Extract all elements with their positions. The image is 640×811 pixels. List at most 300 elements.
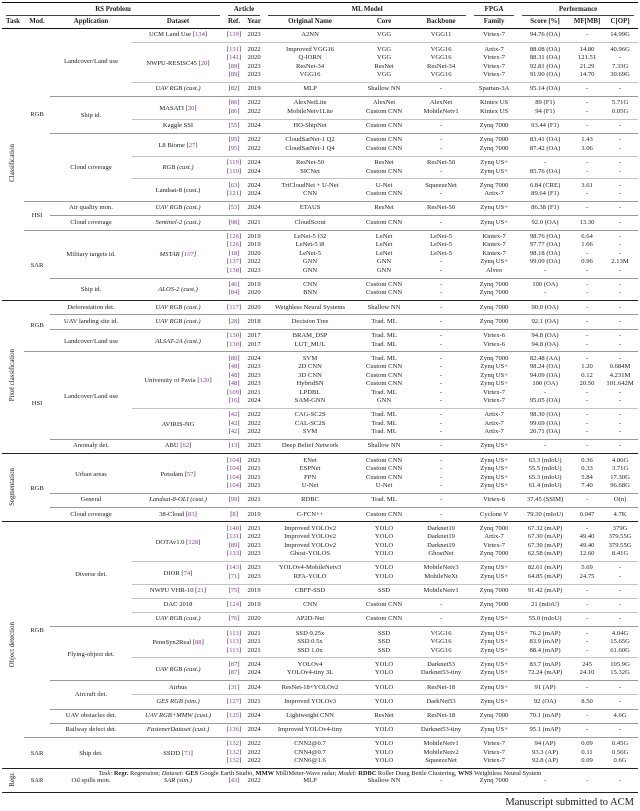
backbone-cell: VGG16 bbox=[430, 54, 452, 62]
mf-cell: - bbox=[585, 107, 589, 115]
ref-link[interactable]: 119 bbox=[229, 159, 239, 167]
dataset-name: SAR (sim.) bbox=[163, 776, 193, 784]
ref-link[interactable]: 42 bbox=[230, 428, 238, 436]
mf-cell: 5.84 bbox=[581, 473, 593, 481]
mf-cell: 0.11 bbox=[581, 748, 593, 756]
c-op-cell: - bbox=[618, 54, 622, 62]
ref-cell: [84] bbox=[228, 289, 240, 297]
ref-cell: [132] bbox=[226, 757, 242, 765]
ref-link[interactable]: 84 bbox=[230, 289, 238, 297]
backbone-cell: - bbox=[439, 473, 443, 481]
ref-link[interactable]: 132 bbox=[229, 748, 239, 756]
task-label: Segmentation bbox=[8, 468, 16, 507]
ref-link[interactable]: 130 bbox=[229, 340, 239, 348]
mf-cell: 1.43 bbox=[572, 133, 602, 144]
ref-link[interactable]: 119 bbox=[229, 167, 239, 175]
ref-link[interactable]: 113 bbox=[229, 629, 239, 637]
core-cell: Trad. ML bbox=[356, 329, 412, 340]
year-cell: 2022 bbox=[247, 144, 261, 152]
year-cell: 2019 bbox=[244, 278, 264, 289]
family-cell: Zynq US+ bbox=[480, 167, 508, 175]
application-cell: Flying-object det. bbox=[50, 627, 132, 681]
column-header-core: Core bbox=[356, 16, 412, 29]
header-group-row bbox=[2, 3, 638, 17]
ref-link[interactable]: 89 bbox=[230, 541, 238, 549]
backbone-cell: ResNet-18 bbox=[412, 681, 470, 695]
table-row bbox=[2, 315, 638, 329]
dataset-name: UAV RGB (cust.) bbox=[155, 303, 201, 311]
c-op-cell: 4.231M bbox=[609, 371, 631, 379]
family-cell: Zynq US+ bbox=[470, 658, 518, 669]
ref-link[interactable]: 48 bbox=[230, 380, 238, 388]
ref-link[interactable]: 31 bbox=[230, 683, 238, 691]
year-cell: 2022 bbox=[244, 408, 264, 419]
core-cell: LeNet bbox=[356, 230, 412, 241]
year-cell: 2022 bbox=[244, 97, 264, 108]
ref-cell: [16] bbox=[228, 397, 240, 405]
c-op-cell: - bbox=[602, 301, 638, 315]
ref-link[interactable]: 136 bbox=[229, 726, 239, 734]
ref-link[interactable]: 48 bbox=[230, 363, 238, 371]
family-cell: Zynq US+ bbox=[480, 258, 508, 266]
core-cell: YOLO bbox=[356, 695, 412, 709]
mf-cell: 20.50 bbox=[579, 380, 595, 388]
ref-link[interactable]: 121 bbox=[229, 190, 239, 198]
core-cell: YOLO bbox=[356, 681, 412, 695]
ref-cell: [126] bbox=[226, 241, 242, 249]
ref-cell: [119] bbox=[224, 156, 244, 167]
mf-cell: 0.09 bbox=[581, 757, 593, 765]
c-op-cell: - bbox=[602, 329, 638, 340]
dataset-cell: UCM Land Use [134] bbox=[148, 31, 208, 39]
original-name-cell: HO-ShipNet bbox=[264, 119, 356, 133]
ref-link[interactable]: 16 bbox=[230, 397, 238, 405]
mf-cell: 1.20 bbox=[581, 363, 593, 371]
c-op-cell: - bbox=[618, 266, 622, 274]
backbone-cell: - bbox=[439, 167, 443, 175]
c-op-cell: 4.04G bbox=[602, 627, 638, 638]
column-header-dataset: Dataset bbox=[132, 16, 224, 29]
family-cell: Zynq 7000 bbox=[470, 598, 518, 612]
ref-link[interactable]: 87 bbox=[230, 660, 238, 668]
backbone-cell: VGG16 bbox=[412, 43, 470, 54]
ref-link[interactable]: 71 bbox=[230, 572, 238, 580]
ref-cell: [125] bbox=[224, 709, 244, 723]
mf-cell: - bbox=[572, 156, 602, 167]
ref-link[interactable]: 113 bbox=[229, 638, 239, 646]
ref-link[interactable]: 87 bbox=[230, 669, 238, 677]
core-cell: Trad. ML bbox=[371, 428, 397, 436]
caption-segment: Dataset: bbox=[161, 770, 184, 777]
ref-link[interactable]: 124 bbox=[229, 601, 239, 609]
dataset-cell bbox=[132, 278, 224, 301]
dataset-citation: 57 bbox=[186, 470, 194, 478]
original-name-cell: MobileNetv1Lite bbox=[287, 107, 333, 115]
ref-link[interactable]: 126 bbox=[229, 241, 239, 249]
mf-cell: - bbox=[585, 419, 589, 427]
backbone-cell: - bbox=[439, 419, 443, 427]
core-cell: Custom CNN bbox=[366, 473, 403, 481]
backbone-cell: - bbox=[439, 363, 443, 371]
core-cell: U-Net bbox=[356, 179, 412, 190]
ref-link[interactable]: 133 bbox=[229, 550, 239, 558]
backbone-cell: DarkNet53 bbox=[412, 695, 470, 709]
dataset-name: UAV RGB (cust.) bbox=[155, 666, 201, 674]
year-cell: 2022 bbox=[244, 738, 264, 749]
caption-segment: Regression; bbox=[128, 770, 162, 777]
score-cell: 83.9 (mAP) bbox=[529, 638, 561, 646]
ref-link[interactable]: 86 bbox=[230, 99, 238, 107]
core-cell: YOLO bbox=[374, 748, 394, 756]
original-name-cell: BNN bbox=[303, 289, 317, 297]
family-cell: Virtex-6 bbox=[470, 493, 518, 507]
ref-link[interactable]: 43 bbox=[230, 776, 238, 784]
score-cell: 97.77 (OA) bbox=[529, 241, 561, 249]
ref-link[interactable]: 104 bbox=[229, 473, 239, 481]
mf-cell: 7.40 bbox=[581, 482, 593, 490]
ref-link[interactable]: 130 bbox=[229, 332, 239, 340]
backbone-cell: - bbox=[412, 329, 470, 340]
c-op-cell: - bbox=[602, 723, 638, 737]
ref-link[interactable]: 28 bbox=[230, 317, 238, 325]
ref-cell: [89] bbox=[228, 62, 240, 70]
core-cell: Custom CNN bbox=[366, 190, 403, 198]
ref-link[interactable]: 86 bbox=[230, 107, 238, 115]
dataset-citation: 20 bbox=[200, 59, 208, 67]
mf-cell: - bbox=[572, 315, 602, 329]
score-cell: 94 (F1) bbox=[535, 107, 555, 115]
year-cell: 2024 bbox=[244, 709, 264, 723]
c-op-cell: - bbox=[602, 119, 638, 133]
ref-link[interactable]: 63 bbox=[230, 181, 238, 189]
mf-cell: 49.40 bbox=[579, 541, 595, 549]
ref-link[interactable]: 42 bbox=[230, 411, 238, 419]
year-cell: 2023 bbox=[247, 371, 261, 379]
ref-link[interactable]: 95 bbox=[230, 144, 238, 152]
ref-link[interactable]: 141 bbox=[229, 54, 239, 62]
score-cell: 90.0 (OA) bbox=[518, 301, 572, 315]
ref-cell: [113] bbox=[224, 627, 244, 638]
ref-link[interactable]: 137 bbox=[229, 258, 239, 266]
ref-link[interactable]: 140 bbox=[229, 524, 239, 532]
ref-link[interactable]: 131 bbox=[229, 533, 239, 541]
c-op-cell: 0.45G bbox=[602, 738, 638, 749]
ref-link[interactable]: 76 bbox=[230, 615, 238, 623]
year-cell: 2019 bbox=[244, 508, 264, 522]
dataset-name: L8 Biome bbox=[158, 141, 185, 149]
mf-cell: - bbox=[572, 278, 602, 289]
core-cell: LeNet bbox=[375, 241, 393, 249]
family-cell: Zynq 7000 bbox=[470, 584, 518, 598]
family-cell: Zynq US+ bbox=[470, 613, 518, 627]
c-op-cell: - bbox=[602, 598, 638, 612]
c-op-cell: - bbox=[602, 278, 638, 289]
ref-link[interactable]: 126 bbox=[229, 232, 239, 240]
dataset-cell bbox=[132, 681, 224, 695]
ref-cell: [86] bbox=[228, 107, 240, 115]
ref-cell: [75] bbox=[224, 584, 244, 598]
c-op-cell: - bbox=[618, 428, 622, 436]
ref-link[interactable]: 132 bbox=[229, 757, 239, 765]
ref-link[interactable]: 13 bbox=[230, 442, 238, 450]
c-op-cell: - bbox=[602, 315, 638, 329]
mf-cell: 0.047 bbox=[572, 508, 602, 522]
score-cell: 92 (OA) bbox=[518, 695, 572, 709]
family-cell: Zynq US+ bbox=[470, 202, 518, 216]
backbone-cell: ResNet-34 bbox=[426, 62, 456, 70]
year-cell: 2023 bbox=[247, 70, 261, 78]
original-name-cell: CNN bbox=[303, 190, 317, 198]
original-name-cell: CNN bbox=[264, 598, 356, 612]
mf-cell: - bbox=[585, 646, 589, 654]
year-cell: 2020 bbox=[247, 289, 261, 297]
family-cell: Kintex US bbox=[480, 107, 509, 115]
ref-link[interactable]: 75 bbox=[230, 587, 238, 595]
ref-link[interactable]: 8 bbox=[232, 510, 236, 518]
c-op-cell: - bbox=[618, 190, 622, 198]
backbone-cell: - bbox=[412, 769, 470, 793]
core-cell: YOLO bbox=[374, 541, 394, 549]
core-cell: Trad. ML bbox=[356, 493, 412, 507]
modality-cell: SAR bbox=[24, 769, 50, 793]
ref-link[interactable]: 53 bbox=[230, 204, 238, 212]
backbone-cell: VGG16 bbox=[430, 70, 452, 78]
ref-link[interactable]: 127 bbox=[229, 697, 239, 705]
family-cell: Virtex-7 bbox=[483, 388, 506, 396]
year-cell: 2021 bbox=[247, 473, 261, 481]
dataset-cell: NWPU-RESISC45 [20] bbox=[132, 43, 224, 83]
modality-cell: SAR bbox=[24, 738, 50, 769]
year-cell: 2019 bbox=[244, 82, 264, 96]
original-name-cell: MLP bbox=[264, 82, 356, 96]
dataset-cell bbox=[132, 216, 224, 230]
ref-link[interactable]: 104 bbox=[229, 482, 239, 490]
backbone-cell: - bbox=[412, 82, 470, 96]
ref-link[interactable]: 125 bbox=[229, 712, 239, 720]
core-cell: SSD bbox=[356, 584, 412, 598]
core-cell: Trad. ML bbox=[356, 352, 412, 363]
original-name-cell: A2NN bbox=[301, 31, 319, 39]
family-cell: Spartan-3A bbox=[470, 82, 518, 96]
family-cell: Virtex-7 bbox=[483, 54, 506, 62]
dataset-name: RGB (cust.) bbox=[162, 164, 194, 172]
year-cell: 2024 bbox=[244, 156, 264, 167]
dataset-cell: MASATI [30] bbox=[132, 97, 224, 120]
dataset-cell bbox=[132, 179, 224, 202]
family-cell: Zynq US+ bbox=[480, 465, 508, 473]
ref-cell: [104] bbox=[226, 473, 242, 481]
ref-cell: [131] bbox=[224, 43, 244, 54]
backbone-cell: VGG16 bbox=[430, 646, 452, 654]
c-op-cell: - bbox=[602, 408, 638, 419]
score-cell: 93.3 (AP) bbox=[532, 748, 559, 756]
backbone-cell: Darknet53 bbox=[412, 658, 470, 669]
table-row bbox=[2, 329, 638, 340]
score-cell: 82.61 (mAP) bbox=[518, 561, 572, 572]
score-cell: 87.42 (OA) bbox=[529, 144, 561, 152]
task-label: Pixel classification bbox=[8, 349, 16, 402]
dataset-cell: NWPU VHR-10 [21] bbox=[132, 584, 224, 598]
score-cell: 95.1 (mAP) bbox=[518, 723, 572, 737]
dataset-cell bbox=[132, 156, 224, 179]
core-cell: ResNet bbox=[356, 202, 412, 216]
ref-link[interactable]: 89 bbox=[230, 62, 238, 70]
ref-link[interactable]: 55 bbox=[230, 122, 238, 130]
dataset-name: UCM Land Use bbox=[148, 31, 192, 39]
backbone-cell: MobileNeXt bbox=[424, 572, 458, 580]
ref-cell: [109] bbox=[226, 388, 242, 396]
c-op-cell: 4.7K bbox=[602, 508, 638, 522]
score-cell: 86.38 (F1) bbox=[518, 202, 572, 216]
dataset-name: GES RGB (sim.) bbox=[156, 697, 200, 705]
table-row bbox=[2, 508, 638, 522]
score-cell: 89.64 (F1) bbox=[531, 190, 559, 198]
ref-link[interactable]: 117 bbox=[229, 303, 239, 311]
year-cell: 2024 bbox=[247, 167, 261, 175]
year-cell: 2024 bbox=[244, 119, 264, 133]
dataset-cell bbox=[132, 408, 224, 439]
year-cell: 2021 bbox=[247, 646, 261, 654]
ref-cell: [99] bbox=[224, 493, 244, 507]
column-header-score: Score [%] bbox=[518, 16, 572, 29]
ref-cell: [121] bbox=[226, 190, 242, 198]
dataset-cell bbox=[132, 613, 224, 627]
score-cell: 98.24 (OA) bbox=[529, 363, 561, 371]
mf-cell: 14.70 bbox=[579, 70, 595, 78]
score-cell: 99.69 (OA) bbox=[529, 419, 561, 427]
ref-link[interactable]: 46 bbox=[230, 280, 238, 288]
score-cell: - bbox=[518, 440, 572, 454]
score-cell: 67.32 (mAP) bbox=[518, 522, 572, 533]
ref-link[interactable]: 48 bbox=[230, 371, 238, 379]
family-cell: Zynq US+ bbox=[470, 440, 518, 454]
application-cell: Military targets id. bbox=[50, 230, 132, 278]
ref-link[interactable]: 139 bbox=[229, 31, 239, 39]
year-cell: 2022 bbox=[247, 533, 261, 541]
original-name-cell: Improved YOLOv2 bbox=[284, 541, 337, 549]
original-name-cell: CBFF-SSD bbox=[264, 584, 356, 598]
ref-link[interactable]: 109 bbox=[229, 388, 239, 396]
year-cell: 2020 bbox=[244, 613, 264, 627]
dataset-citation: 73 bbox=[183, 750, 191, 758]
score-cell: 100 (OA) bbox=[532, 380, 558, 388]
core-cell: VGG bbox=[376, 31, 392, 39]
dataset-cell: ABU [62] bbox=[132, 440, 224, 454]
year-cell: 2023 bbox=[247, 380, 261, 388]
score-cell: 55.0 (mIoU) bbox=[518, 613, 572, 627]
ref-link[interactable]: 89 bbox=[230, 70, 238, 78]
year-cell: 2022 bbox=[244, 769, 264, 793]
family-cell: Virtex-6 bbox=[483, 340, 506, 348]
mf-cell: - bbox=[585, 167, 589, 175]
ref-link[interactable]: 131 bbox=[229, 45, 239, 53]
ref-cell: [87] bbox=[224, 658, 244, 669]
score-cell: 37.45 (SSIM) bbox=[518, 493, 572, 507]
ref-cell: [98] bbox=[224, 216, 244, 230]
dataset-cell bbox=[132, 202, 224, 216]
ref-link[interactable]: 143 bbox=[229, 564, 239, 572]
mf-cell: 0.09 bbox=[572, 738, 602, 749]
family-cell: Zynq US+ bbox=[480, 371, 508, 379]
backbone-cell: - bbox=[412, 216, 470, 230]
backbone-cell: MobileNetv1 bbox=[423, 107, 459, 115]
backbone-cell: Darknet53-tiny bbox=[412, 723, 470, 737]
c-op-cell: 101.642M bbox=[606, 380, 634, 388]
ref-link[interactable]: 98 bbox=[230, 218, 238, 226]
table-row bbox=[2, 627, 638, 638]
score-cell: 88.31 (OA) bbox=[529, 54, 561, 62]
family-cell: Virtex-7 bbox=[483, 541, 506, 549]
c-op-cell: - bbox=[602, 561, 638, 572]
year-cell: 2024 bbox=[244, 202, 264, 216]
dataset-name: DIOR bbox=[163, 569, 180, 577]
dataset-name: AVIRIS-NG bbox=[161, 420, 195, 428]
year-cell: 2020 bbox=[247, 249, 261, 257]
dataset-name: NWPU-RESISC45 bbox=[146, 59, 197, 67]
core-cell: SSD bbox=[377, 646, 391, 654]
ref-link[interactable]: 82 bbox=[230, 85, 238, 93]
ref-link[interactable]: 18 bbox=[230, 249, 238, 257]
original-name-cell: SSD 0.5x bbox=[297, 638, 323, 646]
year-cell: 2023 bbox=[247, 572, 261, 580]
year-cell: 2020 bbox=[244, 301, 264, 315]
family-cell: Zynq US+ bbox=[480, 638, 508, 646]
header-group-performance: Performance bbox=[518, 3, 638, 17]
year-cell: 2021 bbox=[247, 482, 261, 490]
original-name-cell: CNN bbox=[264, 278, 356, 289]
ref-cell: [137] bbox=[226, 258, 242, 266]
mf-cell: 0.36 bbox=[572, 454, 602, 465]
ref-link[interactable]: 132 bbox=[229, 740, 239, 748]
c-op-cell: 105.9G bbox=[602, 658, 638, 669]
column-header-ref: Ref. bbox=[224, 16, 244, 29]
dataset-citation: 21 bbox=[197, 587, 204, 595]
original-name-cell: Decision Tree bbox=[264, 315, 356, 329]
ref-link[interactable]: 99 bbox=[230, 496, 238, 504]
original-name-cell: LeNet-5 f32 bbox=[264, 230, 356, 241]
family-cell: Artix-7 bbox=[484, 419, 504, 427]
table-row bbox=[2, 522, 638, 533]
ref-link[interactable]: 80 bbox=[230, 354, 238, 362]
core-cell: YOLO bbox=[356, 658, 412, 669]
ref-link[interactable]: 42 bbox=[230, 419, 238, 427]
column-header-mf: MF[MB] bbox=[572, 16, 602, 29]
ref-link[interactable]: 138 bbox=[229, 266, 239, 274]
c-op-cell: 40.96G bbox=[602, 43, 638, 54]
ref-link[interactable]: 95 bbox=[230, 136, 238, 144]
core-cell: Custom CNN bbox=[366, 380, 403, 388]
backbone-cell: VGG16 bbox=[412, 627, 470, 638]
table-row bbox=[2, 29, 638, 43]
year-cell: 2022 bbox=[247, 258, 261, 266]
family-cell: Zynq 7000 bbox=[470, 522, 518, 533]
original-name-cell: Improved YOLOv2 bbox=[284, 533, 337, 541]
score-cell: - bbox=[543, 388, 547, 396]
task-cell bbox=[2, 29, 24, 301]
family-cell: Zynq 7000 bbox=[479, 550, 509, 558]
year-cell: 2022 bbox=[244, 43, 264, 54]
original-name-cell: Improved YOLOv3 bbox=[264, 695, 356, 709]
application-cell: Anomaly det. bbox=[50, 440, 132, 454]
year-cell: 2020 bbox=[247, 54, 261, 62]
dataset-cell bbox=[132, 301, 224, 315]
ref-link[interactable]: 113 bbox=[229, 646, 239, 654]
c-op-cell: 61.60G bbox=[610, 646, 630, 654]
ref-link[interactable]: 104 bbox=[229, 465, 239, 473]
original-name-cell: BRAM_DSP bbox=[264, 329, 356, 340]
ref-link[interactable]: 104 bbox=[229, 456, 239, 464]
column-header-application: Application bbox=[50, 16, 132, 29]
